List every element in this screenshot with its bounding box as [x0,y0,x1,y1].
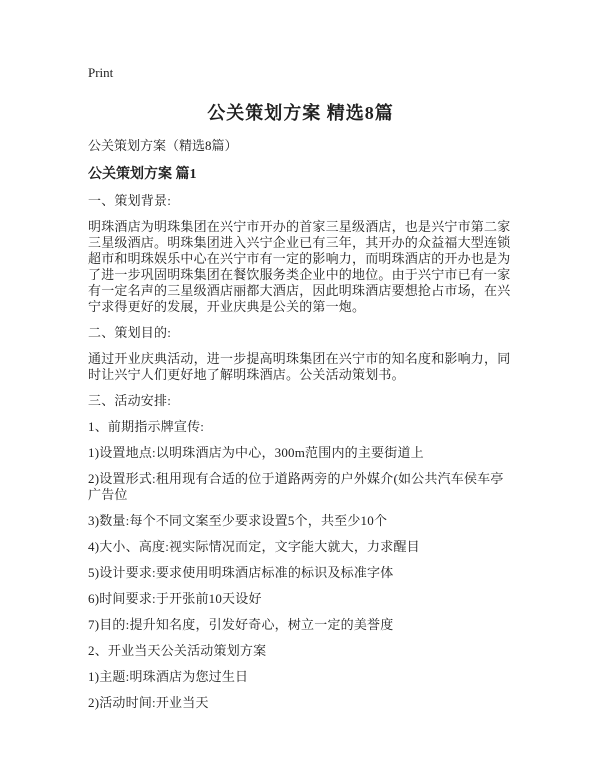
list-item: 1)主题:明珠酒店为您过生日 [88,669,249,684]
list-item: 2)活动时间:开业当天 [88,695,209,710]
section-label: 二、策划目的: [88,325,172,340]
section-heading: 公关策划方案 篇1 [88,167,197,182]
list-item: 5)设计要求:要求使用明珠酒店标准的标识及标准字体 [88,565,394,580]
print-button[interactable]: Print [88,65,114,80]
list-item: 2、开业当天公关活动策划方案 [88,643,267,658]
document-subtitle: 公关策划方案（精选8篇） [88,138,238,153]
page-title: 公关策划方案 精选8篇 [207,103,394,123]
body-paragraph: 明珠酒店为明珠集团在兴宁市开办的首家三星级酒店，也是兴宁市第二家三星级酒店。明珠集团进入兴宁企业已有三年，其开办的众益福大型连锁超市和明珠娱乐中心在兴宁市有一定的影响力，而明珠酒店的开办也是为了进一步巩固明珠集团在餐饮服务类企业中的地位。由于兴宁市已有一家有一定名声的三星级酒店丽都大酒店，因此明珠酒店要想抢占市场，在兴宁求得更好的发展，开业庆典是公关的第一炮。 [88,219,511,314]
list-item: 2)设置形式:租用现有合适的位于道路两旁的户外媒介(如公共汽车侯车亭广告位 [88,471,504,502]
list-item: 4)大小、高度:视实际情况而定，文字能大就大，力求醒目 [88,539,420,554]
section-label: 三、活动安排: [88,393,172,408]
section-label: 一、策划背景: [88,193,172,208]
list-item: 7)目的:提升知名度，引发好奇心，树立一定的美誉度 [88,617,394,632]
list-item: 1)设置地点:以明珠酒店为中心，300m范围内的主要街道上 [88,445,424,460]
article-body [88,193,513,711]
list-item: 1、前期指示牌宣传: [88,419,205,434]
body-paragraph: 通过开业庆典活动，进一步提高明珠集团在兴宁市的知名度和影响力，同时让兴宁人们更好地了解明珠酒店。公关活动策划书。 [88,351,511,382]
list-item: 6)时间要求:于开张前10天设好 [88,591,262,606]
list-item: 3)数量:每个不同文案至少要求设置5个，共至少10个 [88,513,388,528]
